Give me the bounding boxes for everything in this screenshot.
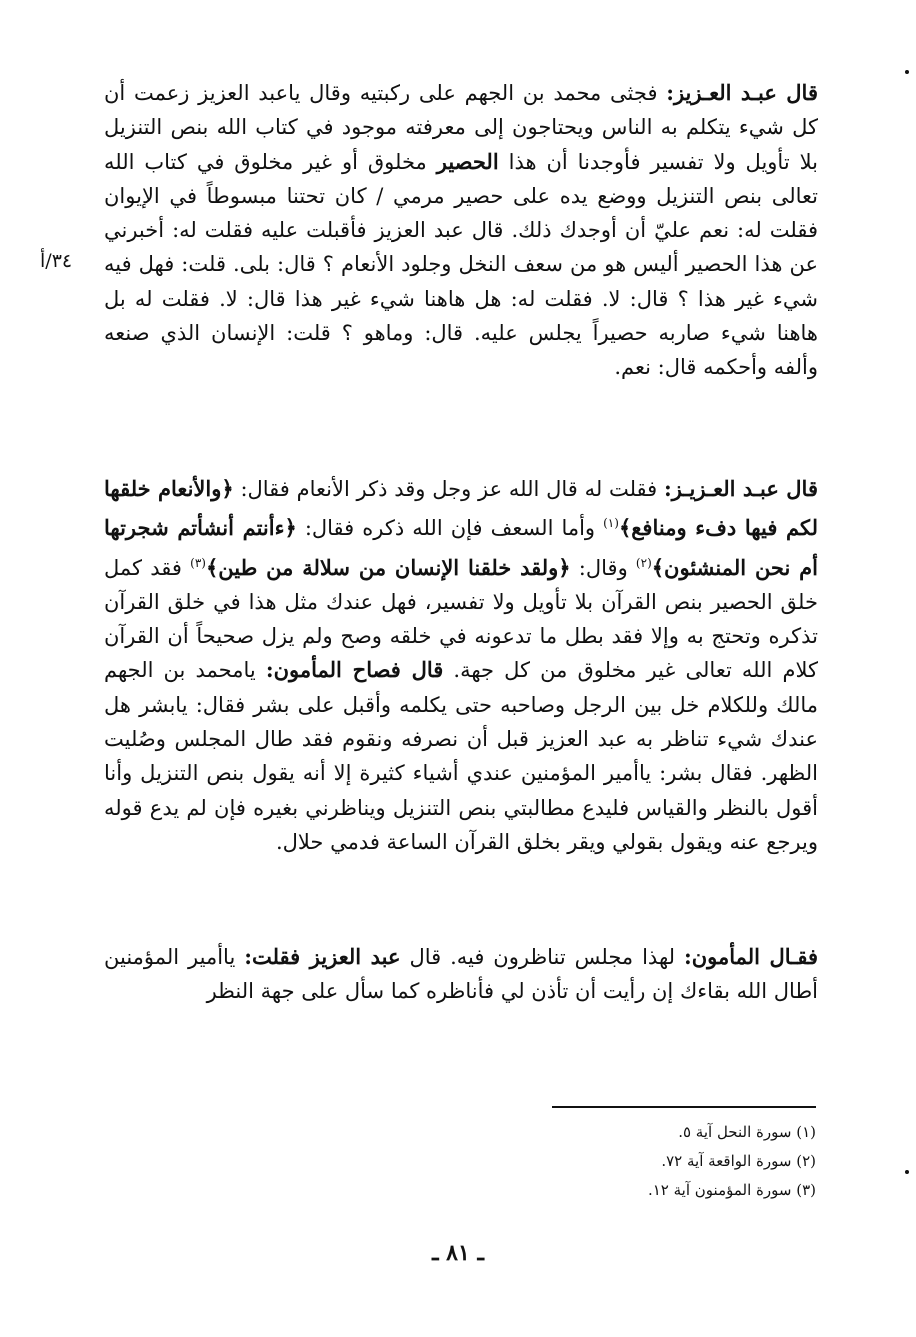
page-number: ـ ٨١ ـ: [432, 1240, 484, 1266]
paragraph-text: فقد كمل خلق الحصير بنص القرآن بلا تأويل ولا تفسير، فهل عندك مثل هذا في خلق القرآن تذكره وتحتج به وإلا فقد بطل ما تدعونه في خلقه وصح ولم يزل صحيحاً أن القرآن كلام الله تعالى غير مخلوق من كل جهة.: [104, 555, 819, 683]
paragraph-text: يامحمد بن الجهم مالك وللكلام خل بين الرجل وصاحبه حتى يكلمه وأقبل على بشر فقال: يابشر هل عندك شيء تناظر به عبد العزيز قبل أن نصرفه ونقوم فقد طال المجلس وصُليت الظهر. فقال بشر: ياأمير المؤمنين عندي أشياء كثيرة إلا أنه يقول بنص التنزيل وأنا أقول بالنظر والقياس فليدع مطالبتي بنص التنزيل ويناظرني بغيره فإن لم يدع قوله ويرجع عنه ويقول بقولي ويقر بخلق القرآن الساعة فدمي حلال.: [104, 658, 818, 854]
paragraph-2: [104, 472, 818, 859]
footnotes: [460, 1118, 816, 1205]
paragraph-text: وأما السعف فإن الله ذكره فقال:: [296, 516, 604, 541]
paragraph-text: مخلوق أو غير مخلوق في كتاب الله تعالى بنص التنزيل ووضع يده على حصير مرمي / كان تحتنا مبسوطاً في الإيوان فقلت له: نعم عليّ أن أوجدك ذلك. قال عبد العزيز فأقبلت عليه فقلت له: أخبرني عن هذا الحصير أليس هو من سعف النخل وجلود الأنعام ؟ قال: بلى. قلت: فهل فيه شيء غير هذا ؟ قال: لا. فقلت له: هل هاهنا شيء غير هذا قال: لا. فقلت له بل هاهنا شيء صاربه حصيراً يجلس عليه. قال: وماهو ؟ قلت: الإنسان الذي صنعه وألفه وأحكمه قال: نعم.: [104, 149, 818, 380]
footnote-1: (١) سورة النحل آية ٥.: [678, 1123, 816, 1141]
speaker-al-mamun: قال فصاح المأمون:: [265, 657, 444, 683]
quran-verse-2: ﴿ءأنتم أنشأتم شجرتها أم نحن المنشئون﴾: [104, 515, 819, 580]
speaker-al-mamun: فقـال المأمون:: [683, 944, 818, 969]
paragraph-text: فجثى محمد بن الجهم على ركبتيه وقال ياعبد العزيز زعمت أن كل شيء يتكلم به الناس ويحتاجون إلى معرفته موجود في كتاب الله بنص التنزيل بلا تأويل ولا تفسير فأوجدنا أن هذا: [104, 81, 818, 174]
edge-dot: [905, 1170, 909, 1174]
paragraph-text: ياأمير المؤمنين أطال الله بقاءك إن رأيت أن تأذن لي فأناظره كما سأل على جهة النظر: [104, 945, 818, 1004]
speaker-abd-al-aziz: قال عبـد العـزيـز:: [664, 476, 818, 501]
margin-folio-note: ٣٤/أ: [40, 250, 73, 272]
footnote-ref-3: (٣): [190, 555, 206, 570]
footnote-ref-1: (١): [603, 516, 619, 531]
bold-term-hasir: الحصير: [436, 148, 499, 174]
footnote-2: (٢) سورة الواقعة آية ٧٢.: [661, 1152, 816, 1170]
paragraph-text: وقال:: [570, 555, 636, 580]
paragraph-1: [104, 76, 818, 385]
speaker-abd-al-aziz: قال عبـد العـزيز:: [666, 80, 818, 105]
paragraph-text: فقلت له قال الله عز وجل وقد ذكر الأنعام فقال:: [233, 477, 664, 501]
edge-dot: [905, 70, 909, 74]
paragraph-text: لهذا مجلس تناظرون فيه. قال: [400, 945, 684, 969]
footnote-separator: [552, 1106, 816, 1108]
footnote-ref-2: (٢): [635, 555, 652, 570]
quran-verse-3: ﴿ولقد خلقنا الإنسان من سلالة من طين﴾: [205, 554, 571, 580]
speaker-abd-al-aziz: عبد العزيز فقلت:: [244, 944, 401, 969]
paragraph-3: [104, 940, 818, 1009]
footnote-3: (٣) سورة المؤمنون آية ١٢.: [647, 1181, 816, 1199]
quran-verse-1: ﴿والأنعام خلقها لكم فيها دفء ومنافع﴾: [104, 476, 818, 541]
